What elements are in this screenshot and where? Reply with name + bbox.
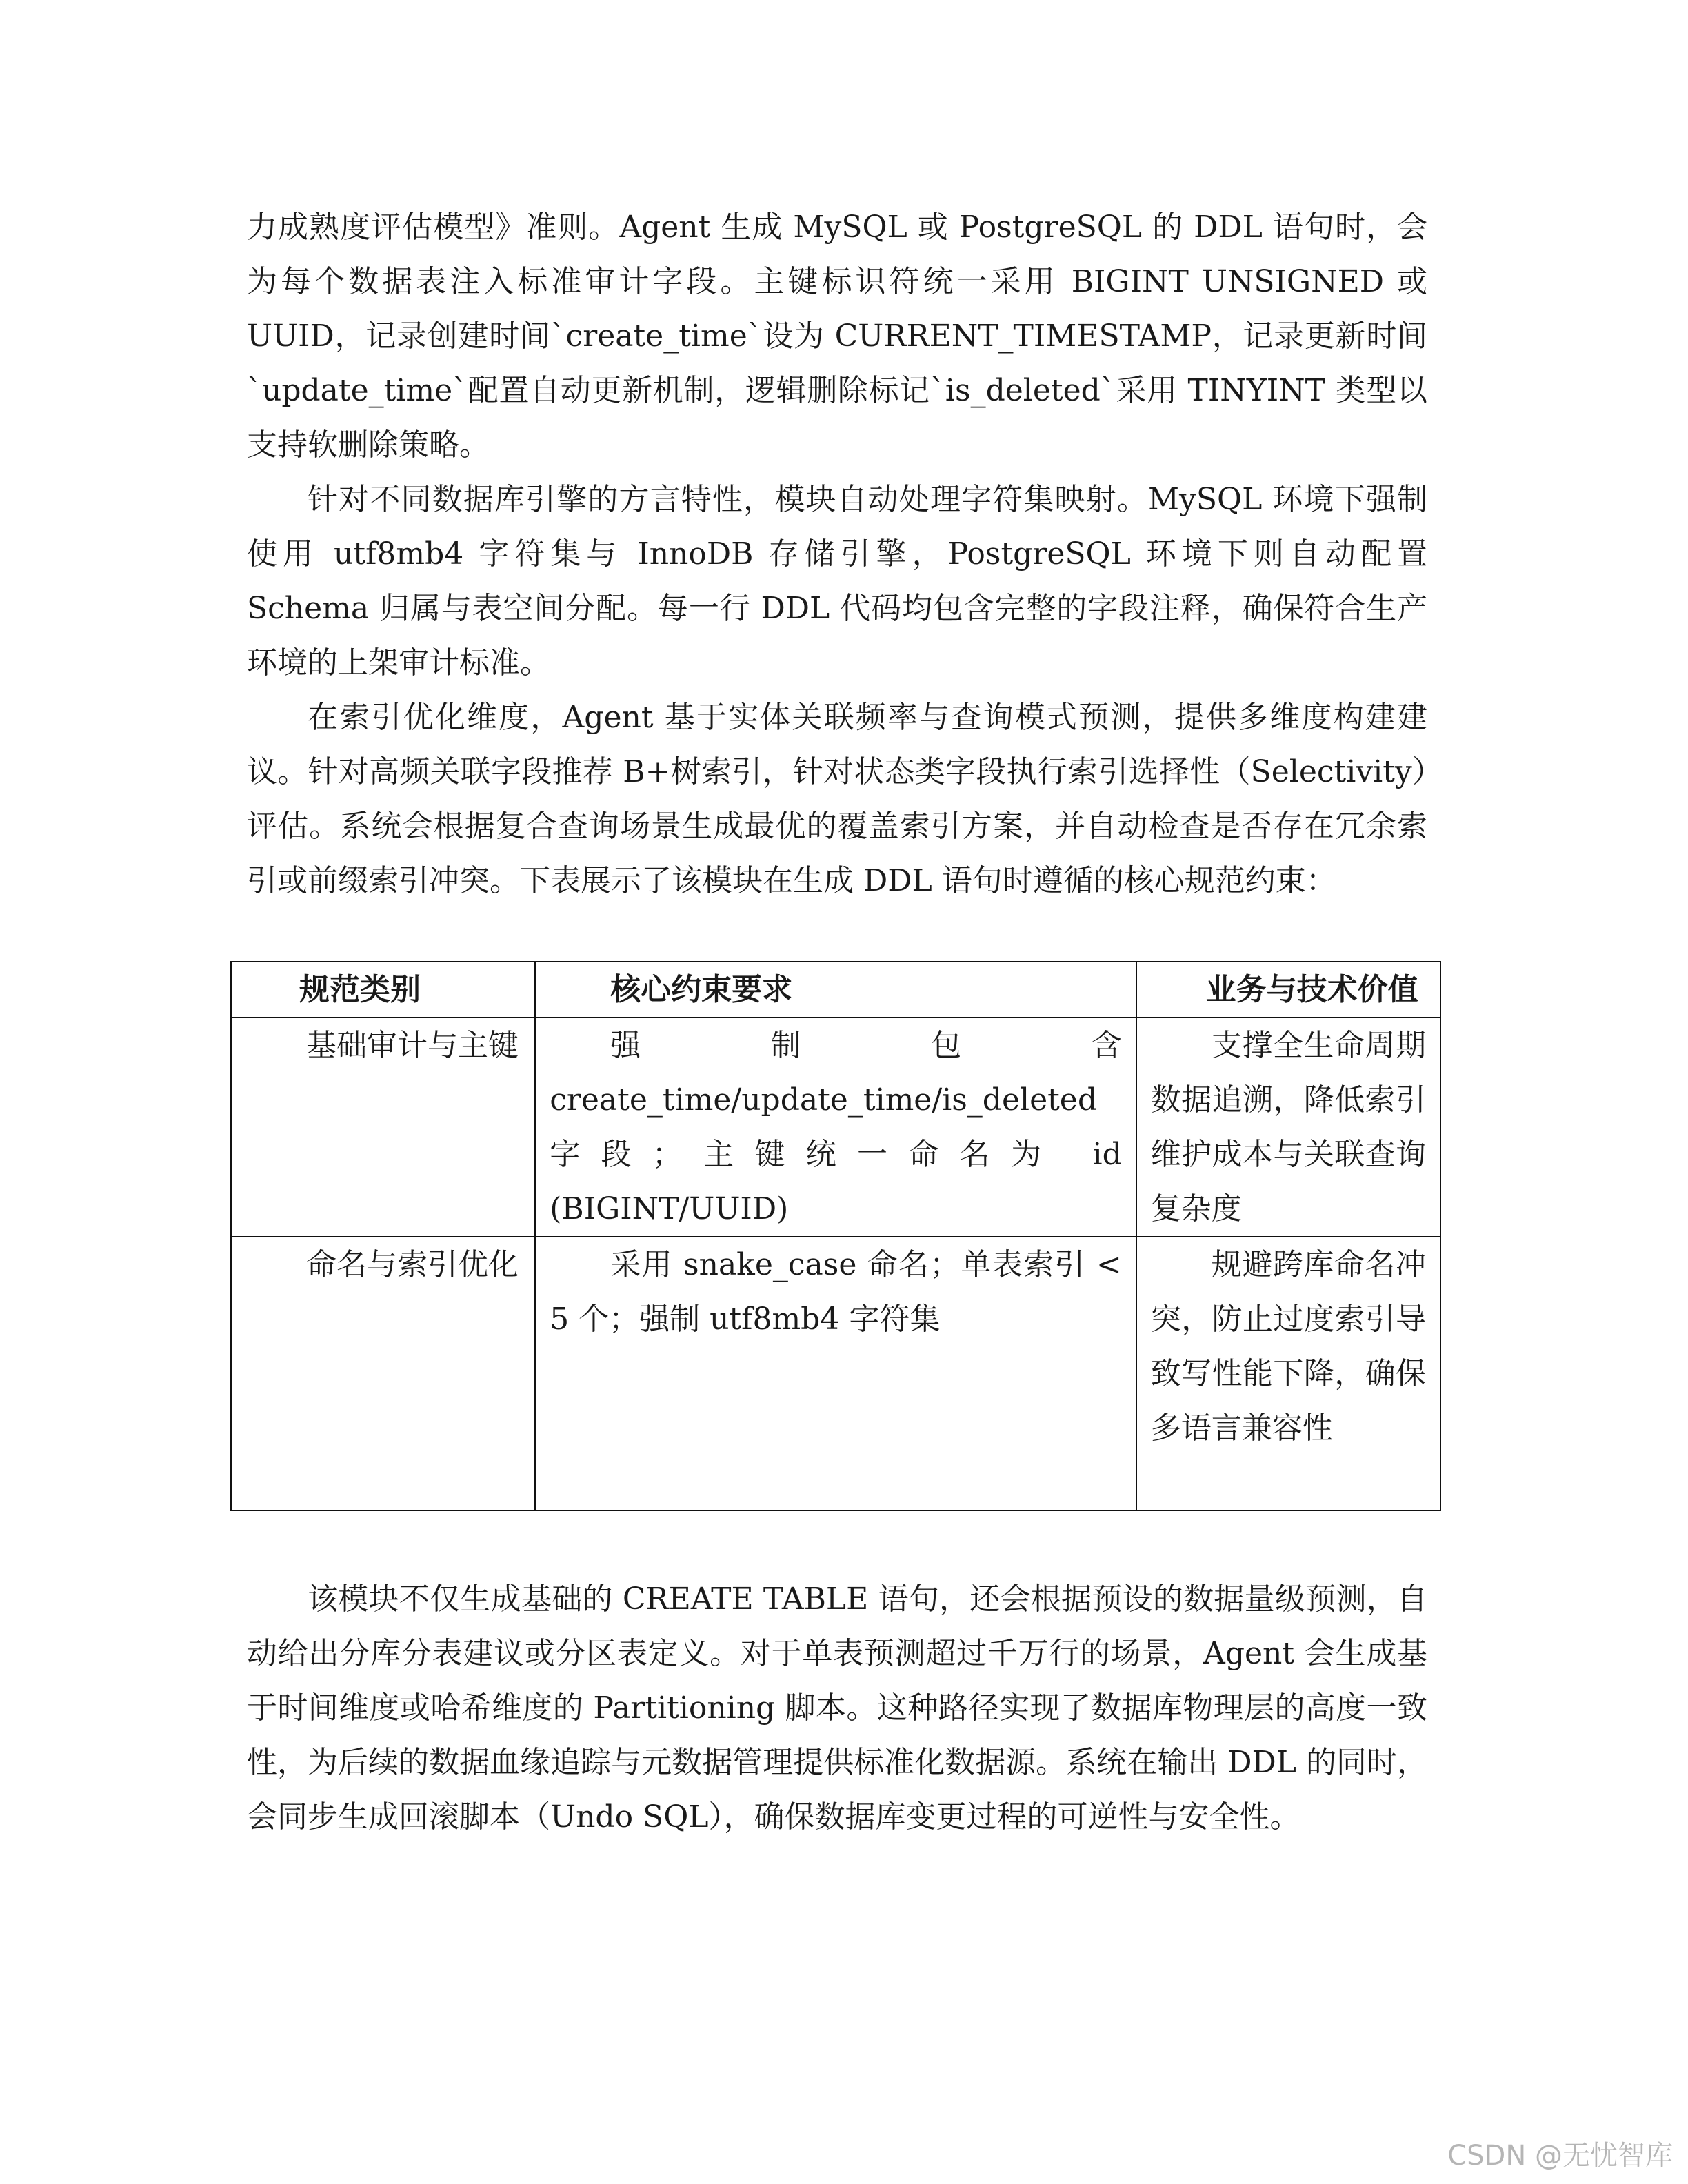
cell-value: 支撑全生命周期数据追溯，降低索引维护成本与关联查询复杂度 — [1136, 1018, 1440, 1237]
table-row — [231, 1237, 1440, 1510]
table-header-row — [231, 962, 1440, 1018]
cell-value: 规避跨库命名冲突，防止过度索引导致写性能下降，确保多语言兼容性 — [1136, 1237, 1440, 1510]
cell-requirement: 强制包含 create_time/update_time/is_deleted 字段；主键统一命名为 id (BIGINT/UUID) — [535, 1018, 1136, 1237]
cell-category: 基础审计与主键 — [231, 1018, 535, 1237]
document-body — [247, 200, 1427, 908]
table-row — [231, 1018, 1440, 1237]
header-requirement: 核心约束要求 — [535, 962, 1136, 1018]
document-body-bottom — [247, 1572, 1427, 1844]
paragraph-dialect: 针对不同数据库引擎的方言特性，模块自动处理字符集映射。MySQL 环境下强制使用 utf8mb4 字符集与 InnoDB 存储引擎，PostgreSQL 环境下则自动配置 Schema 归属与表空间分配。每一行 DDL 代码均包含完整的字段注释，确保符合生产环境的上架审计标准。 — [247, 482, 1427, 680]
paragraph-audit-fields: 力成熟度评估模型》准则。Agent 生成 MySQL 或 PostgreSQL 的 DDL 语句时，会为每个数据表注入标准审计字段。主键标识符统一采用 BIGINT UNSIGNED 或 UUID，记录创建时间`create_time`设为 CURRENT_TIMESTAMP，记录更新时间`update_time`配置自动更新机制，逻辑删除标记`is_deleted`采用 TINYINT 类型以支持软删除策略。 — [247, 210, 1428, 463]
paragraph-partitioning: 该模块不仅生成基础的 CREATE TABLE 语句，还会根据预设的数据量级预测，自动给出分库分表建议或分区表定义。对于单表预测超过千万行的场景，Agent 会生成基于时间维度或哈希维度的 Partitioning 脚本。这种路径实现了数据库物理层的高度一致性，为后续的数据血缘追踪与元数据管理提供标准化数据源。系统在输出 DDL 的同时，会同步生成回滚脚本（Undo SQL），确保数据库变更过程的可逆性与安全性。 — [247, 1581, 1427, 1834]
paragraph-index-optimization: 在索引优化维度，Agent 基于实体关联频率与查询模式预测，提供多维度构建建议。针对高频关联字段推荐 B+树索引，针对状态类字段执行索引选择性（Selectivity）评估。系统会根据复合查询场景生成最优的覆盖索引方案，并自动检查是否存在冗余索引或前缀索引冲突。下表展示了该模块在生成 DDL 语句时遵循的核心规范约束： — [247, 700, 1427, 898]
cell-requirement: 采用 snake_case 命名；单表索引 < 5 个；强制 utf8mb4 字符集 — [535, 1237, 1136, 1510]
header-value: 业务与技术价值 — [1136, 962, 1440, 1018]
spec-table — [230, 961, 1441, 1511]
watermark: CSDN @无忧智库 — [1447, 2140, 1673, 2172]
header-category: 规范类别 — [231, 962, 535, 1018]
cell-category: 命名与索引优化 — [231, 1237, 535, 1510]
